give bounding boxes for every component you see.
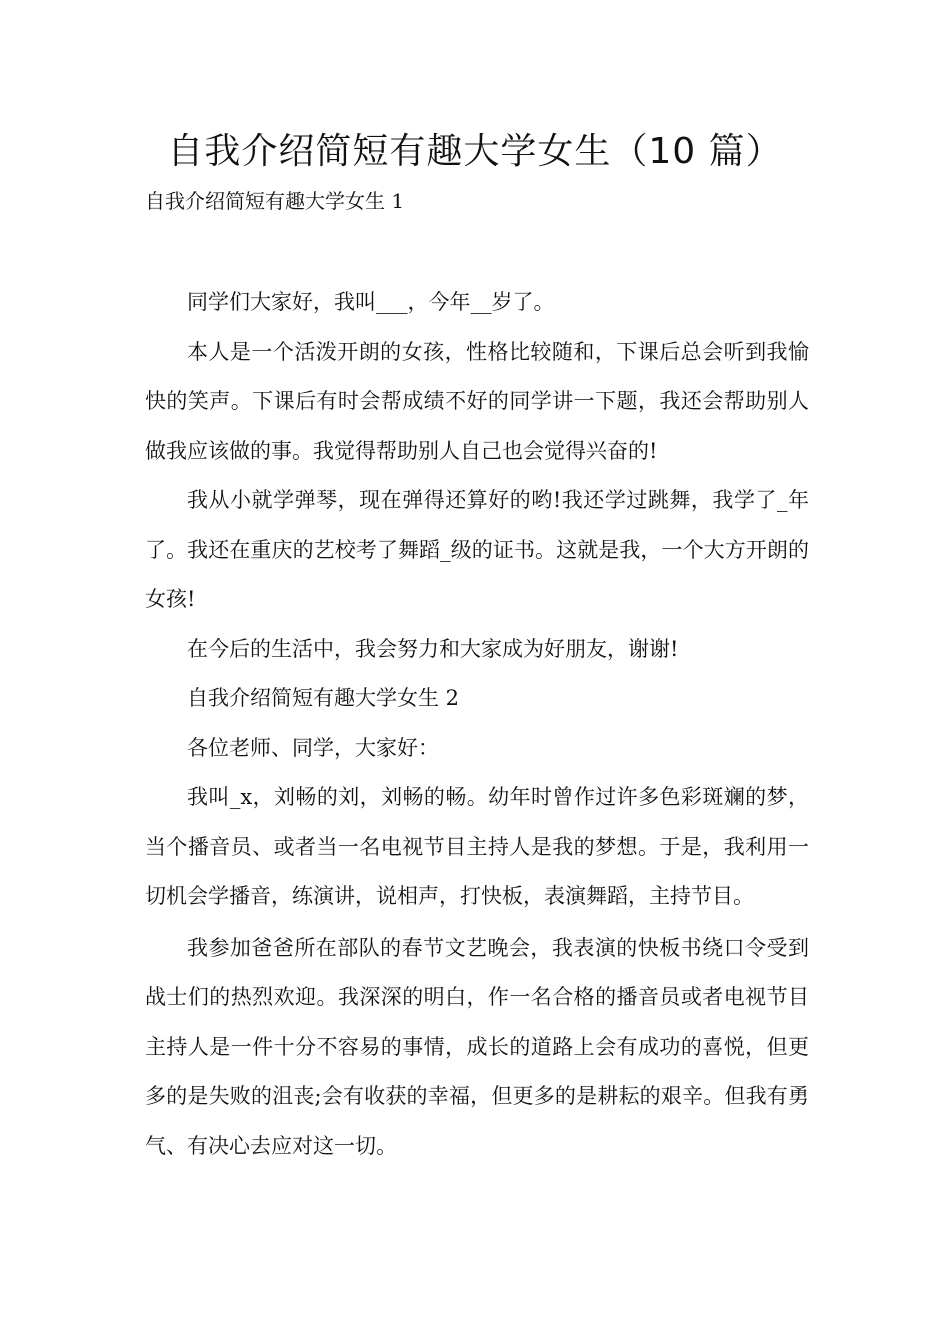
document-body <box>145 278 809 1171</box>
paragraph-dream: 我叫_x，刘畅的刘，刘畅的畅。幼年时曾作过许多色彩斑斓的梦，当个播音员、或者当一名电视节目主持人是我的梦想。于是，我利用一切机会学播音，练演讲，说相声，打快板，表演舞蹈，主持节目。 <box>145 785 809 908</box>
document-title: 自我介绍简短有趣大学女生（10 篇） <box>167 131 783 172</box>
section-heading-2: 自我介绍简短有趣大学女生 2 <box>187 686 460 710</box>
paragraph-hobbies: 我从小就学弹琴，现在弹得还算好的哟!我还学过跳舞，我学了_年了。我还在重庆的艺校考了舞蹈_级的证书。这就是我，一个大方开朗的女孩! <box>145 488 809 611</box>
paragraph-personality: 本人是一个活泼开朗的女孩，性格比较随和，下课后总会听到我愉快的笑声。下课后有时会帮成绩不好的同学讲一下题，我还会帮助别人做我应该做的事。我觉得帮助别人自己也会觉得兴奋的! <box>145 339 809 463</box>
paragraph-closing: 在今后的生活中，我会努力和大家成为好朋友，谢谢! <box>187 636 679 661</box>
paragraph-greeting: 同学们大家好，我叫___，今年__岁了。 <box>187 290 555 314</box>
paragraph-performance: 我参加爸爸所在部队的春节文艺晚会，我表演的快板书绕口令受到战士们的热烈欢迎。我深深的明白，作一名合格的播音员或者电视节目主持人是一件十分不容易的事情，成长的道路上会有成功的喜悦，但更多的是失败的沮丧;会有收获的幸福，但更多的是耕耘的艰辛。但我有勇气、有决心去应对这一切。 <box>145 935 809 1158</box>
section-heading-1: 自我介绍简短有趣大学女生 1 <box>145 189 405 213</box>
paragraph-salutation: 各位老师、同学，大家好： <box>187 735 439 760</box>
